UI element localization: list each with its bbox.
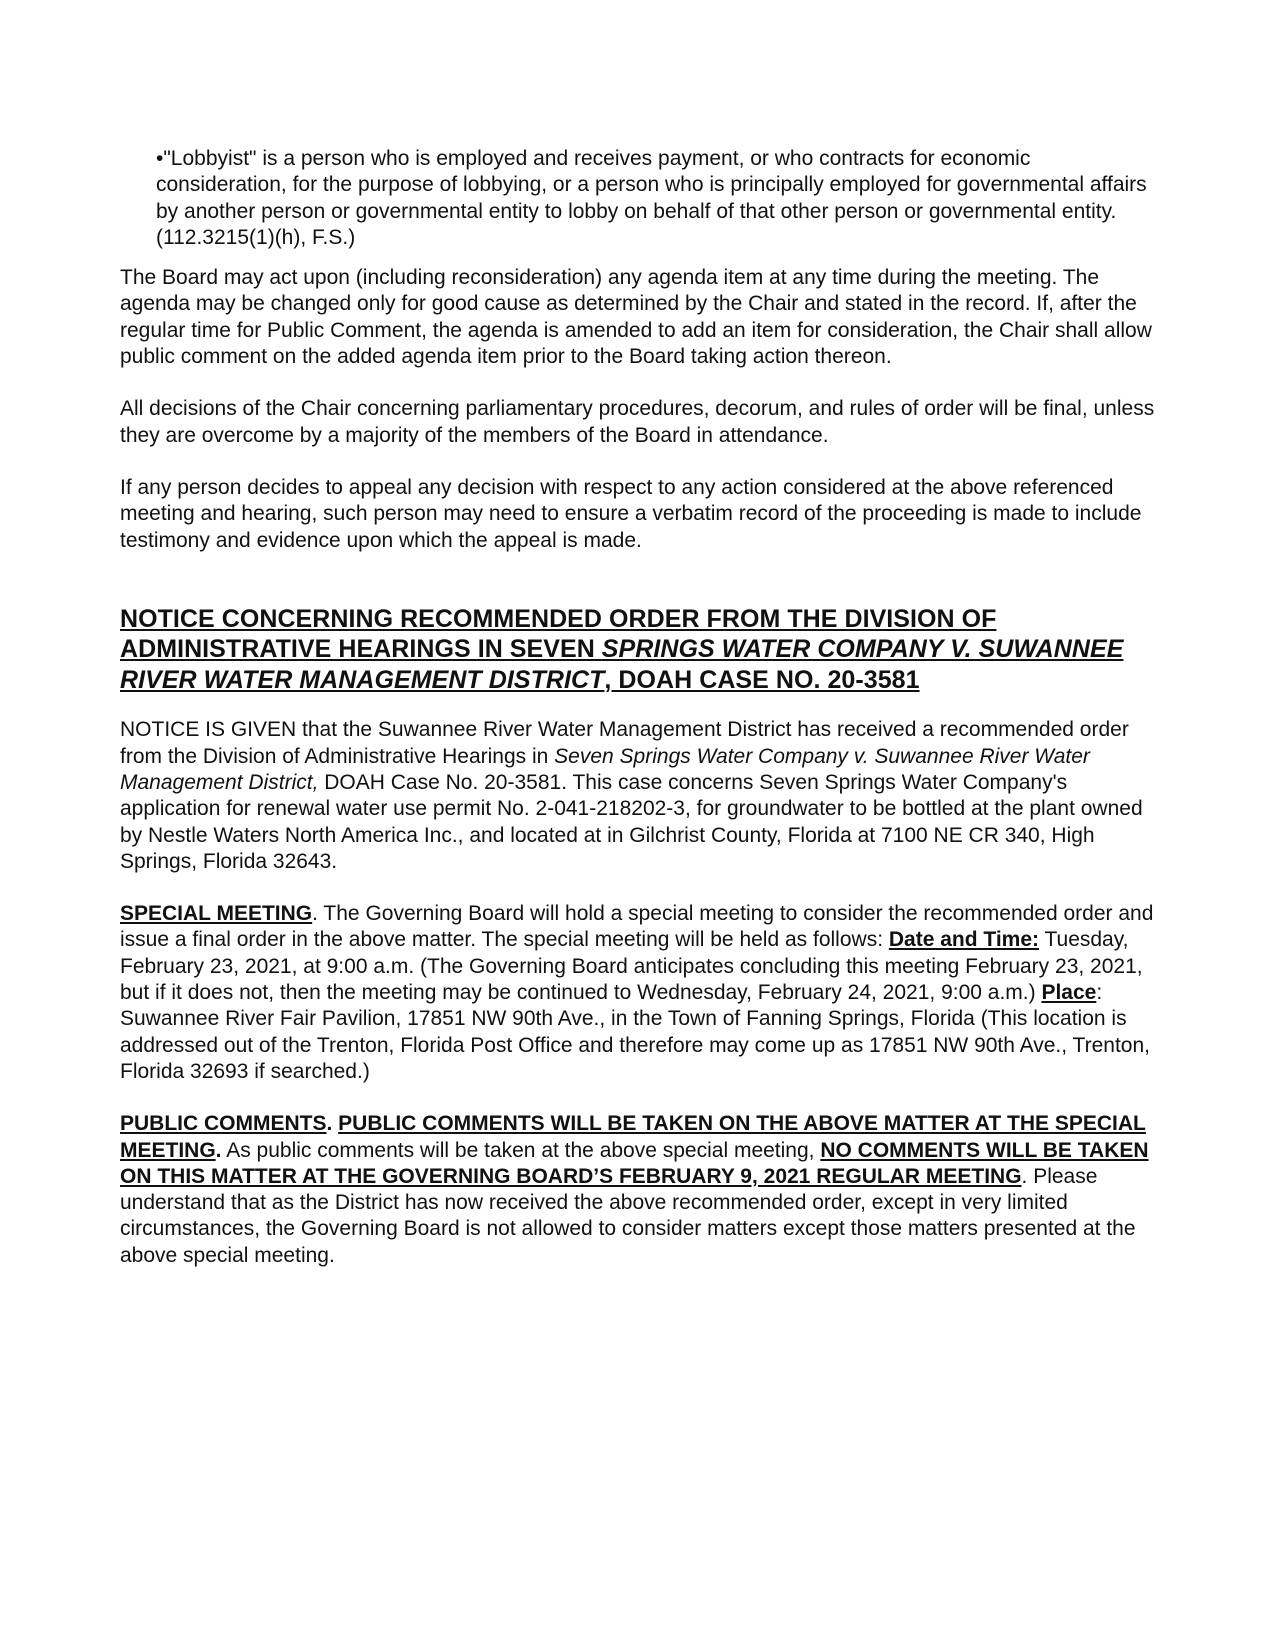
appeal-paragraph: If any person decides to appeal any decision with respect to any action considered at the above referenced meeting and hearing, such person may need to ensure a verbatim record of the proceeding is made to include testimony and evidence upon which the appeal is made. [120,475,1142,552]
notice-given-case-name: Seven Springs Water Company v. Suwannee River Water Management District, [120,744,1090,794]
date-time-text: Tuesday, February 23, 2021, at 9:00 a.m. (The Governing Board anticipates concluding this meeting February 23, 2021, but if it does not, then the meeting may be continued to Wednesday, February 24, 2021, 9:00 a.m.) [120,928,1143,1005]
document-body [120,146,1160,1295]
special-meeting-text: . The Governing Board will hold a special meeting to consider the recommended order and issue a final order in the above matter. The special meeting will be held as follows: [120,902,1154,952]
notice-given-part1: NOTICE IS GIVEN that the Suwannee River Water Management District has received a recommended order from the Division of Administrative Hearings in [120,718,1129,768]
public-comments-text2: . Please understand that as the District has now received the above recommended order, except in very limited circumstances, the Governing Board is not allowed to consider matters except those matters presented at the above special meeting. [120,1164,1136,1267]
notice-given-paragraph [120,717,1160,875]
notice-heading [120,604,1160,696]
public-comments-statement-dot: . [215,1138,222,1162]
lobbyist-definition: •"Lobbyist" is a person who is employed and receives payment, or who contracts for economic consideration, for the purpose of lobbying, or a person who is principally employed for governmental affairs by another person or governmental entity to lobby on behalf of that other person or governmental entity. (112.3215(1)(h), F.S.) [156,147,1147,249]
place-text: : Suwannee River Fair Pavilion, 17851 NW 90th Ave., in the Town of Fanning Springs, Florida (This location is addressed out of the Trenton, Florida Post Office and therefore may come up as 17851 NW 90th Ave., Trenton, Florida 32693 if searched.) [120,981,1150,1083]
special-meeting-paragraph [120,901,1160,1085]
special-meeting-label: SPECIAL MEETING [120,902,313,926]
public-comments-text1: As public comments will be taken at the above special meeting, [221,1138,821,1162]
public-comments-statement: PUBLIC COMMENTS WILL BE TAKEN ON THE ABOVE MATTER AT THE SPECIAL MEETING [120,1112,1146,1162]
chair-decisions-paragraph: All decisions of the Chair concerning parliamentary procedures, decorum, and rules of order will be final, unless they are overcome by a majority of the members of the Board in attendance. [120,397,1155,447]
notice-heading-part3: , DOAH CASE NO. 20-3581 [604,665,920,694]
notice-heading-case-name: SPRINGS WATER COMPANY V. SUWANNEE RIVER WATER MANAGEMENT DISTRICT [120,635,1124,694]
no-comments-statement: NO COMMENTS WILL BE TAKEN ON THIS MATTER AT THE GOVERNING BOARD’S FEBRUARY 9, 2021 REGULAR MEETING [120,1138,1149,1188]
public-comments-paragraph [120,1111,1160,1269]
public-comments-label: PUBLIC COMMENTS [120,1112,327,1136]
notice-heading-part1: NOTICE CONCERNING RECOMMENDED ORDER FROM THE DIVISION OF ADMINISTRATIVE HEARINGS IN SEVEN [120,604,997,664]
date-time-label: Date and Time: [888,928,1040,952]
public-comments-dot: . [326,1112,339,1136]
notice-given-part2: DOAH Case No. 20-3581. This case concerns Seven Springs Water Company's application for renewal water use permit No. 2-041-218202-3, for groundwater to be bottled at the plant owned by Nestle Waters North America Inc., and located at in Gilchrist County, Florida at 7100 NE CR 340, High Springs, Florida 32643. [120,770,1143,873]
place-label: Place [1041,981,1097,1005]
board-action-paragraph: The Board may act upon (including reconsideration) any agenda item at any time during the meeting. The agenda may be changed only for good cause as determined by the Chair and stated in the record. If, after the regular time for Public Comment, the agenda is amended to add an item for consideration, the Chair shall allow public comment on the added agenda item prior to the Board taking action thereon. [120,266,1152,369]
